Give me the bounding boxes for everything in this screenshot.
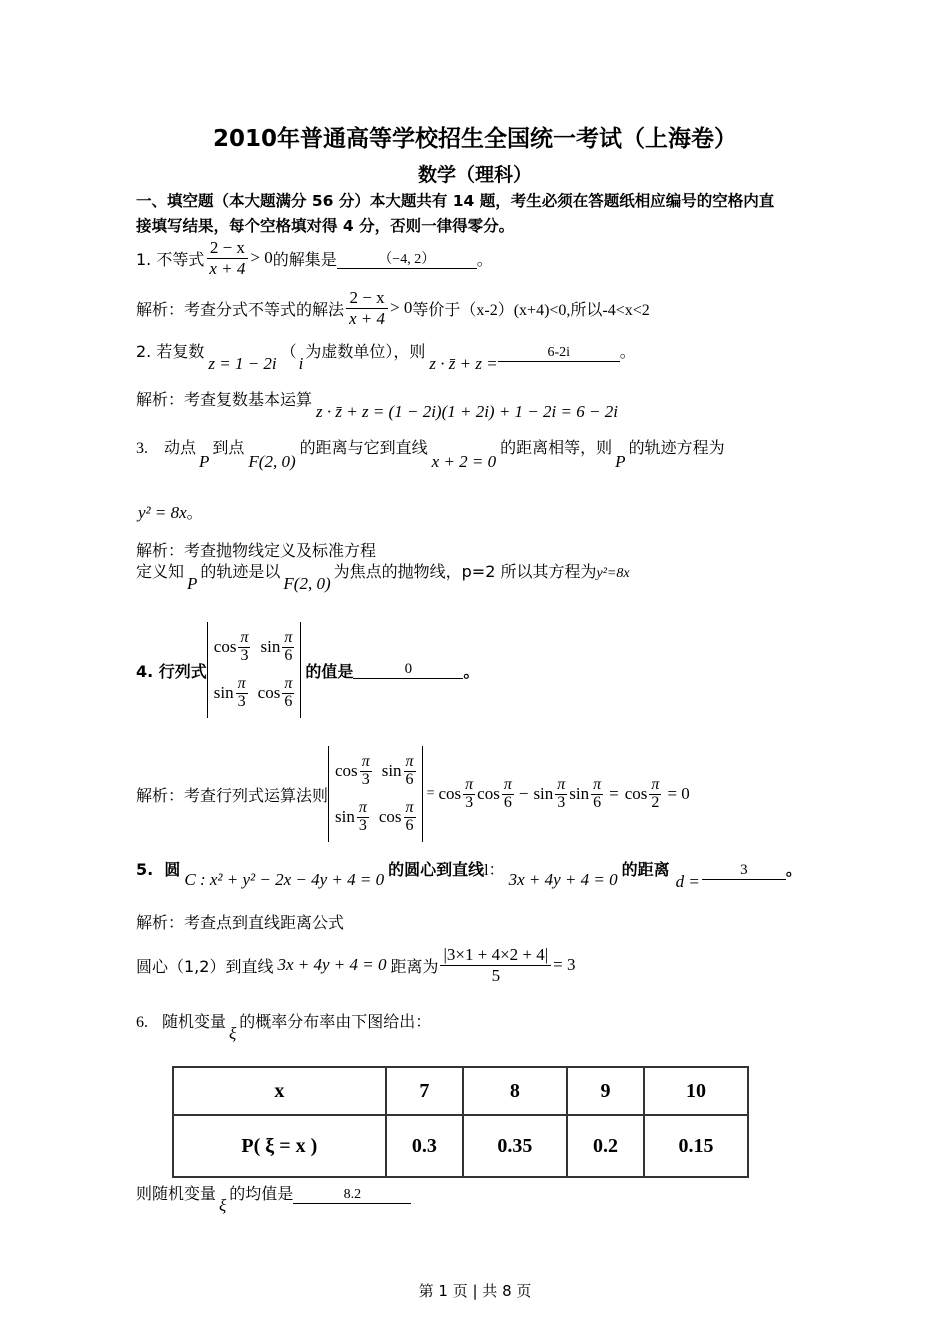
section-instructions-line1: 一、填空题（本大题满分 56 分）本大题共有 14 题，考生必须在答题纸相应编号的空格内直 — [136, 192, 775, 210]
q3-analysis-2 — [136, 562, 630, 594]
q4-answer: 0 — [353, 661, 463, 679]
q5-prefix: 5. 圆 — [136, 860, 181, 879]
question-4 — [136, 622, 479, 718]
q4-end: 。 — [463, 661, 480, 681]
q4e-pi-3: π — [557, 775, 566, 793]
q4e-den-3: 3 — [557, 793, 566, 811]
q4a-den-3: 3 — [358, 816, 367, 834]
question-6 — [136, 1012, 431, 1044]
q3-t2: 到点 — [212, 438, 245, 457]
q5-analysis2-res: = 3 — [553, 955, 576, 975]
page-footer: 第 1 页 | 共 8 页 — [418, 1282, 532, 1300]
q4a-cos-1: cos — [335, 761, 358, 780]
table-header-cell: 9 — [567, 1067, 644, 1115]
q2-expr: z · z̄ + z = — [429, 354, 498, 373]
q2-i-var: i — [298, 354, 304, 373]
page-title: 2010年普通高等学校招生全国统一考试（上海卷） — [212, 126, 737, 152]
q4-analysis — [136, 746, 690, 842]
q5-analysis2-line: 3x + 4y + 4 = 0 — [277, 955, 387, 975]
q5-analysis2-a: 圆心（1,2）到直线 — [136, 956, 274, 976]
q3-point-p: P — [199, 452, 210, 471]
q3-t1: 动点 — [164, 438, 197, 457]
q2-end: 。 — [619, 342, 636, 361]
q3-answer-line — [138, 500, 203, 523]
q4-suffix: 的值是 — [305, 661, 354, 681]
q1-analysis-numerator: 2 − x — [346, 289, 387, 309]
q4e-eq: = — [609, 784, 619, 803]
q5-line: 3x + 4y + 4 = 0 — [508, 870, 618, 889]
q6-xi-2: ξ — [219, 1196, 227, 1215]
q4-analysis-expansion — [438, 777, 689, 812]
q3-analysis2-p: P — [187, 574, 198, 593]
q5-analysis2-fraction — [440, 946, 551, 985]
q4a-sin-1: sin — [381, 761, 402, 780]
q5-end: 。 — [785, 860, 802, 879]
q2-analysis-prefix: 解析：考查复数基本运算 — [136, 390, 313, 409]
q5-answer: 3 — [702, 862, 786, 880]
q3-point-p-2: P — [615, 452, 626, 471]
table-header-cell: x — [173, 1067, 386, 1115]
q1-analysis-fraction — [346, 289, 388, 328]
q3-t4: 的距离相等，则 — [500, 438, 613, 457]
table-cell: 0.15 — [644, 1115, 748, 1177]
q4e-minus: − — [518, 784, 529, 803]
q4e-pi-2: π — [503, 775, 512, 793]
q4-cos-2: cos — [257, 683, 281, 702]
q3-line: x + 2 = 0 — [431, 452, 497, 471]
q3-t3: 的距离与它到直线 — [299, 438, 428, 457]
q4e-equals-zero: = 0 — [667, 784, 690, 803]
q3-analysis2-f: F(2, 0) — [283, 574, 331, 593]
q3-end: 。 — [186, 503, 203, 522]
q4-sin-2: sin — [213, 683, 234, 702]
table-row-label: P( ξ = x ) — [173, 1115, 386, 1177]
q4a-sin-2: sin — [335, 807, 355, 826]
table-cell: 0.2 — [567, 1115, 644, 1177]
q4e-sin-1: sin — [533, 784, 554, 803]
table-row — [173, 1115, 748, 1177]
q4e-den-5: 2 — [651, 793, 660, 811]
q4a-den-1: 3 — [361, 770, 370, 788]
question-5 — [136, 858, 802, 892]
q3-number: 3. — [136, 440, 148, 457]
table-row — [173, 1067, 748, 1115]
q5-l: l： — [484, 862, 505, 879]
q5-analysis2-num: |3×1 + 4×2 + 4| — [440, 946, 551, 966]
q1-fraction — [206, 239, 248, 278]
q4e-pi-4: π — [593, 775, 602, 793]
q4a-pi-4: π — [405, 798, 414, 816]
q3-answer: y² = 8x — [138, 503, 187, 522]
q2-paren-text: 为虚数单位），则 — [305, 342, 426, 361]
q1-relation: > 0 — [250, 248, 273, 268]
q6-after-b: 的均值是 — [229, 1184, 294, 1203]
q6-number: 6. — [136, 1014, 148, 1031]
q1-analysis — [136, 289, 650, 328]
q1-analysis-relation: > 0 — [390, 298, 413, 318]
q4e-den-2: 6 — [503, 793, 512, 811]
q1-analysis-denominator: x + 4 — [349, 308, 386, 328]
question-2 — [136, 340, 636, 374]
q4-analysis-prefix: 解析：考查行列式运算法则 — [136, 785, 329, 805]
q4e-pi-5: π — [651, 775, 660, 793]
q4-analysis-eq-1: = — [426, 786, 435, 801]
q5-mid: 的圆心到直线 — [388, 860, 485, 879]
table-cell: 0.3 — [386, 1115, 463, 1177]
q4-prefix: 4. 行列式 — [136, 661, 207, 681]
q5-circle: C : x² + y² − 2x − 4y + 4 = 0 — [184, 870, 385, 889]
q4e-cos-2: cos — [477, 784, 500, 803]
q1-end: 。 — [476, 249, 493, 269]
q4e-den-1: 3 — [465, 793, 474, 811]
q2-z-eq: z = 1 − 2i — [208, 354, 277, 373]
q5-d: d = — [675, 872, 700, 891]
q1-analysis-prefix: 解析：考查分式不等式的解法 — [136, 299, 345, 319]
q3-analysis-1: 解析：考查抛物线定义及标准方程 — [136, 541, 377, 560]
q4e-den-4: 6 — [593, 793, 602, 811]
q3-t5: 的轨迹方程为 — [628, 438, 725, 457]
page-subtitle: 数学（理科） — [417, 164, 532, 186]
question-3 — [136, 436, 725, 472]
q4-pi-2: π — [284, 628, 293, 646]
q5-analysis2-b: 距离为 — [390, 956, 439, 976]
q3-point-f: F(2, 0) — [248, 452, 296, 471]
q4-analysis-determinant — [328, 746, 423, 842]
q3-analysis2-c: 为焦点的抛物线，p=2 所以其方程为 — [333, 562, 597, 581]
q4-determinant — [207, 622, 302, 718]
q4-den-1: 3 — [240, 646, 249, 664]
q4e-cos-3: cos — [624, 784, 648, 803]
q4-den-4: 6 — [284, 692, 293, 710]
q4a-pi-1: π — [361, 752, 370, 770]
q4-pi-4: π — [284, 674, 293, 692]
q3-analysis2-eq: y²=8x — [596, 566, 630, 581]
q5-dist: 的距离 — [621, 860, 670, 879]
q2-answer: 6-2i — [498, 345, 620, 362]
q3-analysis2-a: 定义知 — [136, 562, 185, 581]
q6-t2: 的概率分布率由下图给出： — [239, 1012, 432, 1031]
q4-pi-1: π — [240, 628, 249, 646]
q4e-sin-2: sin — [569, 784, 590, 803]
q1-answer: （−4, 2） — [337, 248, 477, 269]
section-instructions-line2: 接填写结果，每个空格填对得 4 分，否则一律得零分。 — [136, 217, 515, 235]
q1-numerator: 2 − x — [207, 239, 248, 259]
q2-paren-open: （ — [280, 342, 297, 361]
q4-sin-1: sin — [260, 637, 281, 656]
question-1 — [136, 239, 493, 278]
q4-pi-3: π — [237, 674, 246, 692]
q1-mid: 的解集是 — [272, 249, 337, 269]
q6-answer: 8.2 — [293, 1187, 411, 1204]
table-header-cell: 7 — [386, 1067, 463, 1115]
q4-den-2: 6 — [284, 646, 293, 664]
q6-t1: 随机变量 — [162, 1012, 227, 1031]
q6-xi: ξ — [229, 1024, 237, 1043]
q4a-den-2: 6 — [405, 770, 414, 788]
q6-followup — [136, 1184, 411, 1216]
q1-prefix: 1. 不等式 — [136, 249, 205, 269]
q4e-cos-1: cos — [438, 784, 462, 803]
q4a-pi-3: π — [358, 798, 367, 816]
table-header-cell: 8 — [463, 1067, 567, 1115]
q3-analysis2-b: 的轨迹是以 — [200, 562, 281, 581]
q1-denominator: x + 4 — [209, 258, 246, 278]
q4a-pi-2: π — [405, 752, 414, 770]
q2-analysis-expr: z · z̄ + z = (1 − 2i)(1 + 2i) + 1 − 2i = 6 − 2i — [316, 402, 618, 421]
q5-analysis-1: 解析：考查点到直线距离公式 — [136, 913, 345, 932]
table-header-cell: 10 — [644, 1067, 748, 1115]
q5-analysis2-den: 5 — [491, 965, 501, 985]
q1-analysis-suffix: 等价于（x-2）(x+4)<0,所以-4<x<2 — [412, 301, 650, 319]
q2-analysis — [136, 388, 618, 422]
q2-prefix: 2. 若复数 — [136, 342, 205, 361]
q5-analysis-2 — [136, 946, 575, 985]
table-cell: 0.35 — [463, 1115, 567, 1177]
q6-after-a: 则随机变量 — [136, 1184, 217, 1203]
q4a-den-4: 6 — [405, 816, 414, 834]
q4e-pi-1: π — [465, 775, 474, 793]
q4-cos-1: cos — [213, 637, 237, 656]
q4a-cos-2: cos — [378, 807, 402, 826]
q4-den-3: 3 — [237, 692, 246, 710]
probability-table — [172, 1066, 749, 1178]
